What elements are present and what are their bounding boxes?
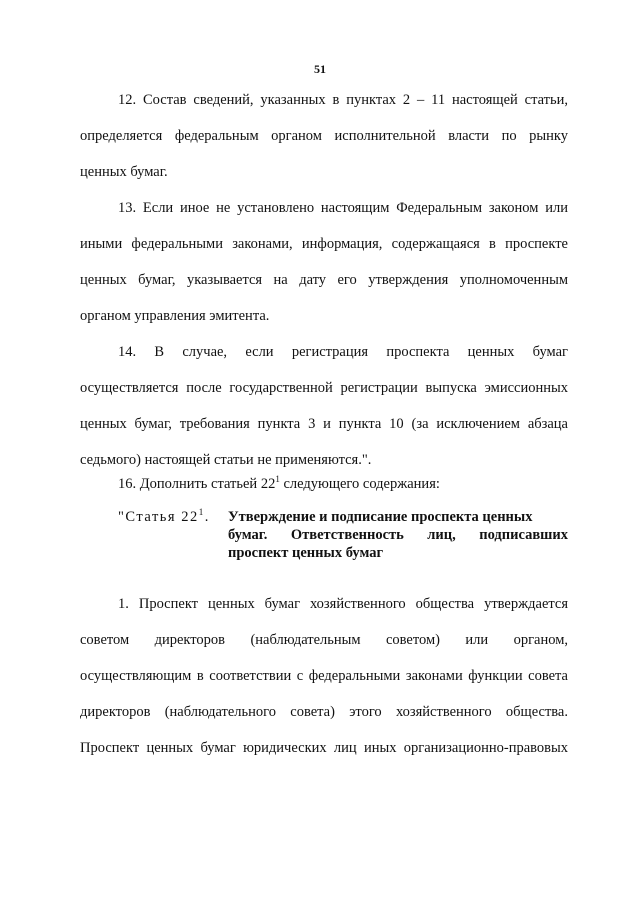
item-16-text-end: следующего содержания: <box>279 476 440 492</box>
paragraph-14-line-2: осуществляется после государственной регистрации выпуска эмиссионных <box>80 380 568 396</box>
paragraph-12-line-1: 12. Состав сведений, указанных в пунктах 2 – 11 настоящей статьи, <box>118 92 568 108</box>
article-title-line-1: Утверждение и подписание проспекта ценных <box>228 509 533 525</box>
article-label <box>118 508 210 526</box>
item-16-text: 16. Дополнить статьей 22 <box>118 476 276 492</box>
article-label-suffix: . <box>204 509 210 525</box>
article-paragraph-1-line-1: 1. Проспект ценных бумаг хозяйственного общества утверждается <box>118 596 568 612</box>
article-title-line-2: бумаг. Ответственность лиц, подписавших <box>228 527 568 543</box>
page-number: 51 <box>314 62 326 76</box>
item-16-superscript: 1 <box>275 474 280 485</box>
article-paragraph-1-line-4: директоров (наблюдательного совета) этого хозяйственного общества. <box>80 704 568 720</box>
paragraph-13-line-1: 13. Если иное не установлено настоящим Федеральным законом или <box>118 200 568 216</box>
article-label-prefix: "Статья 22 <box>118 509 199 525</box>
article-title-line-3: проспект ценных бумаг <box>228 545 384 561</box>
paragraph-13-line-2: иными федеральными законами, информация, содержащаяся в проспекте <box>80 236 568 252</box>
article-paragraph-1-line-3: осуществляющим в соответствии с федеральными законами функции совета <box>80 668 568 684</box>
paragraph-12-line-2: определяется федеральным органом исполнительной власти по рынку <box>80 128 568 144</box>
paragraph-13-line-3: ценных бумаг, указывается на дату его утверждения уполномоченным <box>80 272 568 288</box>
article-paragraph-1-line-2: советом директоров (наблюдательным советом) или органом, <box>80 632 568 648</box>
article-paragraph-1-line-5: Проспект ценных бумаг юридических лиц иных организационно-правовых <box>80 740 568 756</box>
article-label-superscript: 1 <box>198 507 205 518</box>
paragraph-14-line-3: ценных бумаг, требования пункта 3 и пункта 10 (за исключением абзаца <box>80 416 568 432</box>
item-16-line <box>118 475 568 493</box>
paragraph-13-line-4: органом управления эмитента. <box>80 308 270 324</box>
paragraph-14-line-1: 14. В случае, если регистрация проспекта ценных бумаг <box>118 344 568 360</box>
paragraph-12-line-3: ценных бумаг. <box>80 164 168 180</box>
paragraph-14-line-4: седьмого) настоящей статьи не применяются.". <box>80 452 372 468</box>
